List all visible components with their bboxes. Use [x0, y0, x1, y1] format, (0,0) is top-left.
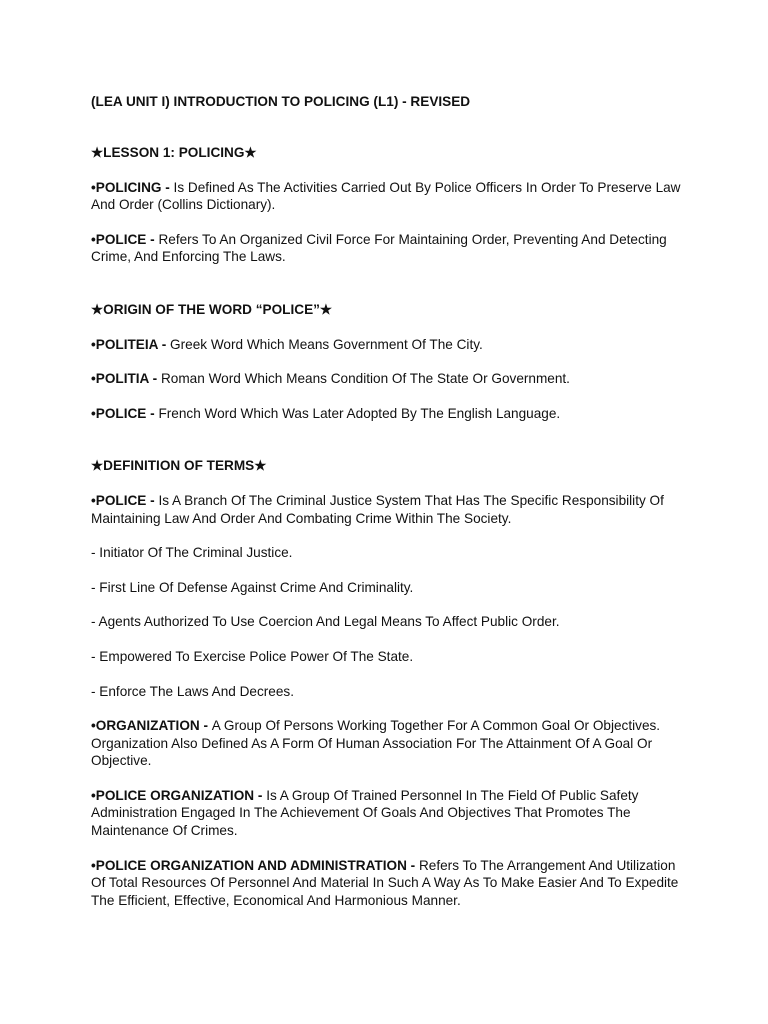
definition-term: •POLICE - — [91, 405, 159, 421]
definition-text: - First Line Of Defense Against Crime And Criminality. — [91, 579, 414, 595]
definition-term: •POLICE - — [91, 231, 159, 247]
definition-text: French Word Which Was Later Adopted By The English Language. — [158, 405, 561, 421]
definition-text: Is A Group Of Trained Personnel In The Field Of Public Safety Administration Engaged In The Achievement Of Goals And Objectives That Promotes The Maintenance Of Crimes. — [91, 787, 639, 839]
document-page — [91, 93, 691, 909]
definition-paragraph — [91, 231, 691, 266]
definition-text: Greek Word Which Means Government Of The City. — [170, 336, 483, 352]
document-title: (LEA UNIT I) INTRODUCTION TO POLICING (L1) - REVISED — [91, 94, 471, 109]
definition-text: Roman Word Which Means Condition Of The State Or Government. — [160, 371, 570, 387]
definition-text: - Initiator Of The Criminal Justice. — [91, 545, 293, 561]
definition-term: •POLICE ORGANIZATION AND ADMINISTRATION - — [91, 857, 419, 873]
definition-text: Refers To An Organized Civil Force For Maintaining Order, Preventing And Detecting Crime, And Enforcing The Laws. — [91, 231, 667, 265]
list-item — [91, 648, 691, 666]
section-heading-definition-of-terms: ★DEFINITION OF TERMS★ — [91, 458, 267, 474]
definition-text: - Agents Authorized To Use Coercion And Legal Means To Affect Public Order. — [91, 614, 560, 630]
definition-text: Refers To The Arrangement And Utilization Of Total Resources Of Personnel And Material In Such A Way As To Make Easier And To Expedite The Efficient, Effective, Economical And Harmonious Manner. — [91, 857, 679, 908]
section-heading-lesson-1: ★LESSON 1: POLICING★ — [91, 145, 257, 160]
definition-term: •POLICING - — [91, 179, 174, 195]
definition-term: •POLITEIA - — [91, 336, 171, 352]
definition-paragraph — [91, 370, 691, 388]
definition-paragraph — [91, 787, 691, 840]
definition-text: Is A Branch Of The Criminal Justice System That Has The Specific Responsibility Of Maintaining Law And Order And Combating Crime Within The Society. — [91, 492, 664, 526]
list-item — [91, 613, 691, 631]
definition-text: - Enforce The Laws And Decrees. — [91, 683, 295, 699]
definition-term: •POLITIA - — [91, 371, 161, 387]
definition-term: •POLICE ORGANIZATION - — [91, 787, 267, 803]
list-item — [91, 683, 691, 701]
definition-term: •ORGANIZATION - — [91, 718, 212, 734]
definition-paragraph — [91, 492, 691, 527]
definition-text: A Group Of Persons Working Together For A Common Goal Or Objectives. Organization Also Defined As A Form Of Human Association For The Attainment Of A Goal Or Objective. — [91, 718, 661, 769]
definition-paragraph — [91, 717, 691, 770]
definition-paragraph — [91, 179, 691, 214]
definition-paragraph — [91, 857, 691, 910]
list-item — [91, 579, 691, 597]
definition-term: •POLICE - — [91, 492, 159, 508]
definition-paragraph — [91, 405, 691, 423]
list-item — [91, 544, 691, 562]
definition-paragraph — [91, 336, 691, 354]
definition-text: - Empowered To Exercise Police Power Of The State. — [91, 648, 414, 664]
definition-text: Is Defined As The Activities Carried Out By Police Officers In Order To Preserve Law And Order (Collins Dictionary). — [91, 179, 681, 213]
section-heading-origin: ★ORIGIN OF THE WORD “POLICE”★ — [91, 301, 333, 317]
